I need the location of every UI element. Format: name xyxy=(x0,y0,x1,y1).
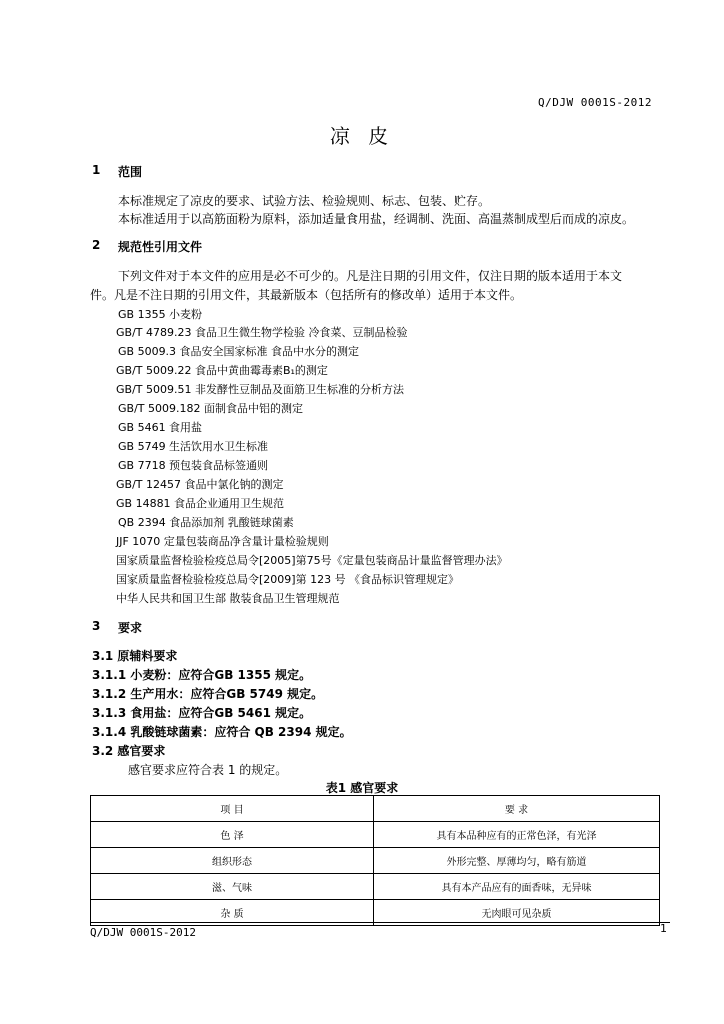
reference-item: GB 7718 预包装食品标签通则 xyxy=(118,459,269,472)
subsection-3-1-2: 3.1.2 生产用水：应符合GB 5749 规定。 xyxy=(92,687,324,701)
table-cell-item: 滋、气味 xyxy=(91,874,374,900)
sensory-requirements-table xyxy=(90,795,660,926)
reference-item: GB 5009.3 食品安全国家标准 食品中水分的测定 xyxy=(118,345,360,358)
subsection-3-1: 3.1 原辅料要求 xyxy=(92,649,178,663)
normative-intro-line-2: 件。凡是不注日期的引用文件，其最新版本（包括所有的修改单）适用于本文件。 xyxy=(90,288,523,302)
section-2-number: 2 xyxy=(92,238,101,252)
reference-item: QB 2394 食品添加剂 乳酸链球菌素 xyxy=(118,516,294,529)
table-1-caption: 表1 感官要求 xyxy=(325,781,399,795)
reference-item: GB/T 5009.182 面制食品中铝的测定 xyxy=(118,402,303,415)
section-3-heading: 要求 xyxy=(118,621,143,635)
reference-item: GB/T 5009.22 食品中黄曲霉毒素B₁的测定 xyxy=(116,364,328,377)
subsection-3-2: 3.2 感官要求 xyxy=(92,744,166,758)
section-2-heading: 规范性引用文件 xyxy=(118,240,203,254)
scope-paragraph-2: 本标准适用于以高筋面粉为原料，添加适量食用盐，经调制、洗面、高温蒸制成型后而成的凉皮。 xyxy=(118,212,635,226)
reference-item: GB 5749 生活饮用水卫生标准 xyxy=(118,440,269,453)
subsection-3-1-1: 3.1.1 小麦粉：应符合GB 1355 规定。 xyxy=(92,668,312,682)
subsection-3-1-4: 3.1.4 乳酸链球菌素：应符合 QB 2394 规定。 xyxy=(92,725,352,739)
table-header-row xyxy=(91,796,660,822)
footer-doc-code: Q/DJW 0001S-2012 xyxy=(90,926,196,939)
table-cell-item: 组织形态 xyxy=(91,848,374,874)
table-header-item: 项 目 xyxy=(91,796,374,822)
section-1-number: 1 xyxy=(92,163,101,177)
table-cell-item: 色 泽 xyxy=(91,822,374,848)
reference-item: 国家质量监督检验检疫总局令[2009]第 123 号 《食品标识管理规定》 xyxy=(116,573,460,586)
table-header-requirement: 要 求 xyxy=(374,796,660,822)
reference-item: JJF 1070 定量包装商品净含量计量检验规则 xyxy=(116,535,329,548)
section-1-heading: 范围 xyxy=(118,165,143,179)
table-cell-item: 杂 质 xyxy=(91,900,374,926)
reference-item: GB 5461 食用盐 xyxy=(118,421,203,434)
document-title: 凉 皮 xyxy=(329,124,395,148)
table-cell-requirement: 具有本品种应有的正常色泽，有光泽 xyxy=(374,822,660,848)
subsection-3-1-3: 3.1.3 食用盐：应符合GB 5461 规定。 xyxy=(92,706,312,720)
table-row xyxy=(91,822,660,848)
reference-item: 国家质量监督检验检疫总局令[2005]第75号《定量包装商品计量监督管理办法》 xyxy=(116,554,508,567)
table-row xyxy=(91,848,660,874)
table-cell-requirement: 具有本产品应有的面香味，无异味 xyxy=(374,874,660,900)
table-cell-requirement: 外形完整、厚薄均匀，略有筋道 xyxy=(374,848,660,874)
normative-intro-line-1: 下列文件对于本文件的应用是必不可少的。凡是注日期的引用文件，仅注日期的版本适用于本文 xyxy=(118,269,623,283)
scope-paragraph-1: 本标准规定了凉皮的要求、试验方法、检验规则、标志、包装、贮存。 xyxy=(118,194,491,208)
reference-item: GB/T 12457 食品中氯化钠的测定 xyxy=(116,478,284,491)
reference-item: GB/T 5009.51 非发酵性豆制品及面筋卫生标准的分析方法 xyxy=(116,383,404,396)
reference-item: 中华人民共和国卫生部 散装食品卫生管理规范 xyxy=(116,592,340,605)
sensory-requirement-text: 感官要求应符合表 1 的规定。 xyxy=(128,763,288,777)
footer-divider xyxy=(90,922,670,923)
reference-item: GB 14881 食品企业通用卫生规范 xyxy=(116,497,285,510)
table-row xyxy=(91,874,660,900)
table-cell-requirement: 无肉眼可见杂质 xyxy=(374,900,660,926)
header-doc-code: Q/DJW 0001S-2012 xyxy=(538,96,652,109)
reference-item: GB/T 4789.23 食品卫生微生物学检验 冷食菜、豆制品检验 xyxy=(116,326,408,339)
reference-item: GB 1355 小麦粉 xyxy=(118,308,203,321)
page-number: 1 xyxy=(660,922,667,935)
section-3-number: 3 xyxy=(92,619,101,633)
